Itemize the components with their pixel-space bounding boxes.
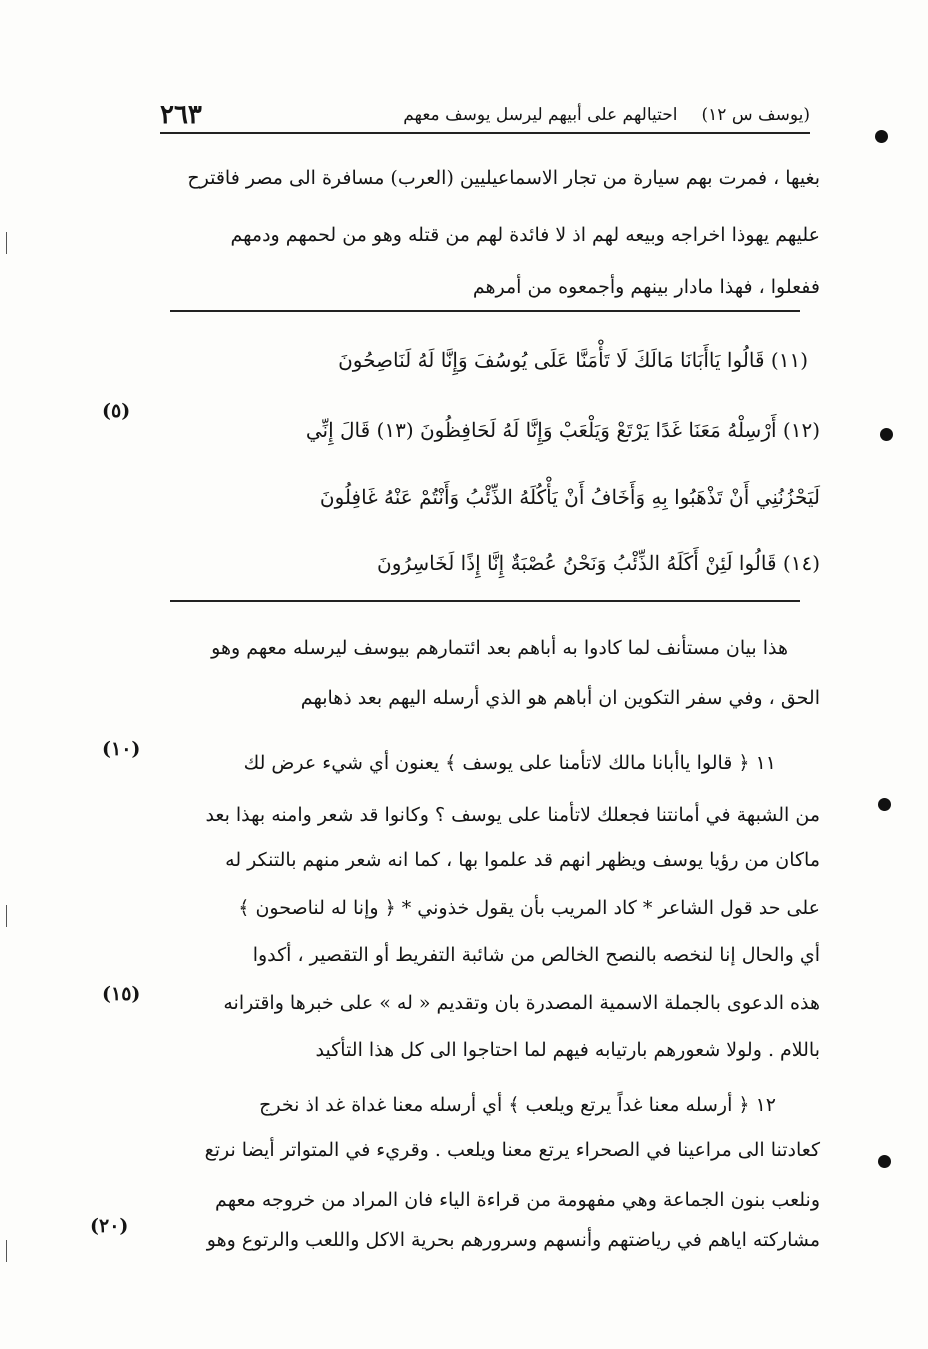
margin-line-number: (٢٠) xyxy=(90,1215,129,1237)
commentary-line: هذا بيان مستأنف لما كادوا به أباهم بعد ائتمارهم بيوسف ليرسله معهم وهو xyxy=(211,637,788,659)
intro-line: عليهم يهوذا اخراجه وبيعه لهم اذ لا فائدة لهم من قتله وهو من لحمهم ودمهم xyxy=(230,224,820,246)
commentary-line: مشاركته اياهم في رياضتهم وأنسهم وسرورهم بحرية الاكل واللعب والرتوع وهو xyxy=(206,1229,820,1251)
margin-line-number: (٥) xyxy=(102,400,131,422)
commentary-line: على حد قول الشاعر * كاد المريب بأن يقول خذوني * ﴿ وإنا له لناصحون ﴾ xyxy=(238,897,820,919)
running-title: احتيالهم على أبيهم ليرسل يوسف معهم xyxy=(403,105,678,125)
commentary-line: ١١ ﴿ قالوا ياأبانا مالك لاتأمنا على يوسف ﴾ يعنون أي شيء عرض لك xyxy=(243,752,776,774)
scan-edge-mark xyxy=(6,905,7,927)
commentary-line: من الشبهة في أمانتنا فجعلك لاتأمنا على يوسف ؟ وكانوا قد شعر وامنه بهذا بعد xyxy=(205,804,820,826)
running-header xyxy=(160,98,810,134)
binding-hole-mark xyxy=(875,130,888,143)
commentary-line: أي والحال إنا لنخصه بالنصح الخالص من شائبة التفريط أو التقصير ، أكدوا xyxy=(252,944,820,966)
chapter-reference: (يوسف س ١٢) xyxy=(701,105,810,125)
commentary-line: هذه الدعوى بالجملة الاسمية المصدرة بان وتقديم « له » على خبرها واقترانه xyxy=(223,992,820,1014)
verse-line: لَيَحْزُنُنِي أَنْ تَذْهَبُوا بِهِ وَأَخَافُ أَنْ يَأْكُلَهُ الذِّئْبُ وَأَنْتُمْ عَنْهُ غَافِلُونَ xyxy=(319,485,820,509)
verse-line: (١٢) أَرْسِلْهُ مَعَنَا غَدًا يَرْتَعْ وَيَلْعَبْ وَإِنَّا لَهُ لَحَافِظُونَ (١٣) قَالَ إِنِّي xyxy=(305,418,820,442)
binding-hole-mark xyxy=(880,428,893,441)
intro-line: ففعلوا ، فهذا مادار بينهم وأجمعوه من أمرهم xyxy=(472,276,820,298)
page-number: ٢٦٣ xyxy=(160,100,202,130)
commentary-line: ونلعب بنون الجماعة وهي مفهومة من قراءة الياء فان المراد من خروجه معهم xyxy=(215,1189,820,1211)
margin-line-number: (١٥) xyxy=(102,983,141,1005)
scan-edge-mark xyxy=(6,1240,7,1262)
intro-line: بغيها ، فمرت بهم سيارة من تجار الاسماعيليين (العرب) مسافرة الى مصر فاقترح xyxy=(187,167,820,189)
verse-line: (١١) قَالُوا يَاأَبَانَا مَالَكَ لَا تَأْمَنَّا عَلَى يُوسُفَ وَإِنَّا لَهُ لَنَاصِحُونَ xyxy=(338,348,808,372)
verse-line: (١٤) قَالُوا لَئِنْ أَكَلَهُ الذِّئْبُ وَنَحْنُ عُصْبَةٌ إِنَّا إِذًا لَخَاسِرُونَ xyxy=(377,551,820,575)
commentary-line: ماكان من رؤيا يوسف ويظهر انهم قد علموا بها ، كما انه شعر منهم بالتنكر له xyxy=(225,849,820,871)
commentary-line: كعادتنا الى مراعينا في الصحراء يرتع معنا ويلعب . وقريء في المتواتر أيضا نرتع xyxy=(204,1139,820,1161)
binding-hole-mark xyxy=(878,1155,891,1168)
commentary-line: ١٢ ﴿ أرسله معنا غداً يرتع ويلعب ﴾ أي أرسله معنا غداة غد اذ نخرج xyxy=(259,1094,776,1116)
section-divider xyxy=(170,310,800,312)
scan-edge-mark xyxy=(6,232,7,254)
commentary-line: الحق ، وفي سفر التكوين ان أباهم هو الذي أرسله اليهم بعد ذهابهم xyxy=(300,687,820,709)
commentary-line: باللام . ولولا شعورهم بارتيابه فيهم لما احتاجوا الى كل هذا التأكيد xyxy=(315,1039,820,1061)
margin-line-number: (١٠) xyxy=(102,738,141,760)
binding-hole-mark xyxy=(878,798,891,811)
section-divider xyxy=(170,600,800,602)
